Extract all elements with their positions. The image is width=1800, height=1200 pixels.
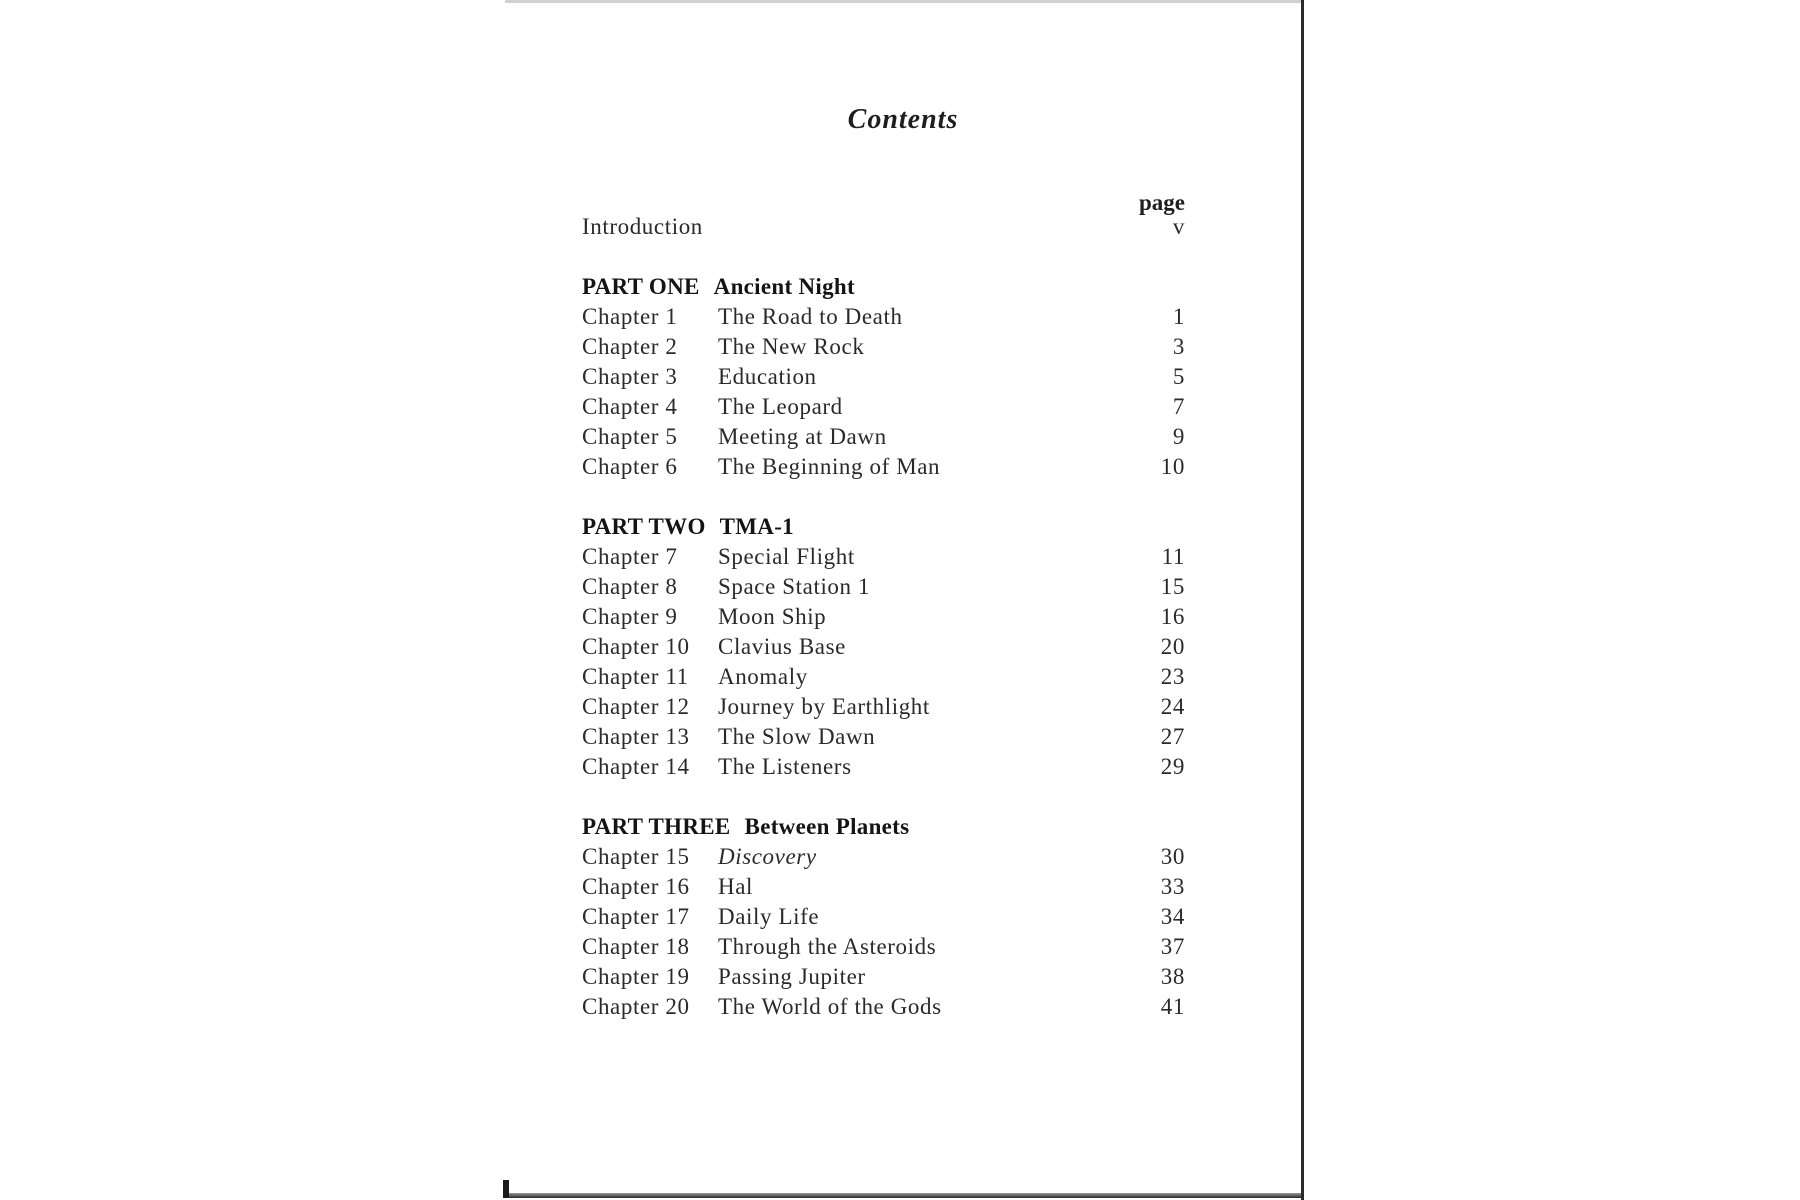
page-column-label: page bbox=[1139, 190, 1185, 215]
toc-chapter-row bbox=[582, 664, 1185, 694]
toc-chapter-row bbox=[582, 874, 1185, 904]
chapter-title: The World of the Gods bbox=[718, 994, 942, 1019]
chapter-page: 9 bbox=[1172, 424, 1185, 449]
chapter-page: 29 bbox=[1160, 754, 1185, 779]
chapter-number: Chapter 2 bbox=[582, 334, 678, 359]
part-title: TMA-1 bbox=[719, 514, 794, 539]
chapter-number: Chapter 11 bbox=[582, 664, 689, 689]
chapter-page: 38 bbox=[1160, 964, 1185, 989]
toc-chapter-row bbox=[582, 364, 1185, 394]
chapter-number: Chapter 17 bbox=[582, 904, 690, 929]
part-heading bbox=[582, 514, 1185, 544]
chapter-title: The Leopard bbox=[718, 394, 843, 419]
toc-chapter-row bbox=[582, 844, 1185, 874]
toc-chapter-row bbox=[582, 934, 1185, 964]
chapter-number: Chapter 13 bbox=[582, 724, 690, 749]
page-bottom-edge bbox=[505, 1193, 1301, 1198]
chapter-page: 10 bbox=[1160, 454, 1185, 479]
part-title: Between Planets bbox=[744, 814, 910, 839]
chapter-page: 5 bbox=[1172, 364, 1185, 389]
chapter-title: The Beginning of Man bbox=[718, 454, 941, 479]
chapter-title: Daily Life bbox=[718, 904, 820, 929]
part-number: PART ONE bbox=[582, 274, 700, 299]
chapter-title: Space Station 1 bbox=[718, 574, 871, 599]
page-corner bbox=[503, 1180, 509, 1198]
toc-chapter-row bbox=[582, 574, 1185, 604]
chapter-page: 16 bbox=[1160, 604, 1185, 629]
chapter-page: 7 bbox=[1172, 394, 1185, 419]
chapter-number: Chapter 16 bbox=[582, 874, 690, 899]
chapter-page: 20 bbox=[1160, 634, 1185, 659]
chapter-page: 23 bbox=[1160, 664, 1185, 689]
chapter-title: The Listeners bbox=[718, 754, 852, 779]
chapter-title: Anomaly bbox=[718, 664, 808, 689]
chapter-number: Chapter 7 bbox=[582, 544, 678, 569]
part-number: PART TWO bbox=[582, 514, 706, 539]
chapter-number: Chapter 9 bbox=[582, 604, 678, 629]
chapter-page: 34 bbox=[1160, 904, 1185, 929]
toc-chapter-row bbox=[582, 334, 1185, 364]
chapter-title: Education bbox=[718, 364, 817, 389]
parts-list bbox=[582, 274, 1185, 1024]
toc-chapter-row bbox=[582, 694, 1185, 724]
toc-introduction bbox=[582, 214, 1185, 244]
chapter-title: Meeting at Dawn bbox=[718, 424, 887, 449]
contents-title: Contents bbox=[847, 104, 959, 135]
table-of-contents bbox=[582, 214, 1185, 1024]
chapter-title: Passing Jupiter bbox=[718, 964, 866, 989]
chapter-number: Chapter 20 bbox=[582, 994, 690, 1019]
chapter-number: Chapter 5 bbox=[582, 424, 678, 449]
chapter-title: The Road to Death bbox=[718, 304, 903, 329]
chapter-title: Discovery bbox=[718, 844, 817, 869]
introduction-page: v bbox=[1172, 214, 1185, 239]
chapter-page: 30 bbox=[1160, 844, 1185, 869]
chapter-page: 37 bbox=[1160, 934, 1185, 959]
chapter-page: 27 bbox=[1160, 724, 1185, 749]
toc-chapter-row bbox=[582, 904, 1185, 934]
part-heading bbox=[582, 814, 1185, 844]
toc-chapter-row bbox=[582, 754, 1185, 784]
chapter-title: Through the Asteroids bbox=[718, 934, 937, 959]
chapter-title: Journey by Earthlight bbox=[718, 694, 930, 719]
chapter-number: Chapter 8 bbox=[582, 574, 678, 599]
chapter-page: 15 bbox=[1160, 574, 1185, 599]
toc-chapter-row bbox=[582, 544, 1185, 574]
toc-chapter-row bbox=[582, 394, 1185, 424]
chapter-number: Chapter 14 bbox=[582, 754, 690, 779]
chapter-title: Hal bbox=[718, 874, 754, 899]
chapter-number: Chapter 1 bbox=[582, 304, 678, 329]
introduction-label: Introduction bbox=[582, 214, 703, 239]
chapter-number: Chapter 4 bbox=[582, 394, 678, 419]
toc-chapter-row bbox=[582, 724, 1185, 754]
part-title: Ancient Night bbox=[713, 274, 855, 299]
toc-chapter-row bbox=[582, 424, 1185, 454]
chapter-page: 1 bbox=[1172, 304, 1185, 329]
chapter-title: The Slow Dawn bbox=[718, 724, 876, 749]
part-heading bbox=[582, 274, 1185, 304]
chapter-page: 33 bbox=[1160, 874, 1185, 899]
part-number: PART THREE bbox=[582, 814, 731, 839]
toc-chapter-row bbox=[582, 454, 1185, 484]
chapter-title: Moon Ship bbox=[718, 604, 827, 629]
toc-chapter-row bbox=[582, 994, 1185, 1024]
toc-chapter-row bbox=[582, 634, 1185, 664]
chapter-page: 41 bbox=[1160, 994, 1185, 1019]
chapter-title: Special Flight bbox=[718, 544, 855, 569]
chapter-page: 3 bbox=[1172, 334, 1185, 359]
toc-chapter-row bbox=[582, 964, 1185, 994]
chapter-page: 11 bbox=[1161, 544, 1185, 569]
chapter-number: Chapter 15 bbox=[582, 844, 690, 869]
chapter-number: Chapter 10 bbox=[582, 634, 690, 659]
chapter-number: Chapter 6 bbox=[582, 454, 678, 479]
chapter-number: Chapter 3 bbox=[582, 364, 678, 389]
chapter-title: Clavius Base bbox=[718, 634, 846, 659]
chapter-title: The New Rock bbox=[718, 334, 865, 359]
chapter-number: Chapter 19 bbox=[582, 964, 690, 989]
toc-chapter-row bbox=[582, 604, 1185, 634]
chapter-number: Chapter 12 bbox=[582, 694, 690, 719]
chapter-number: Chapter 18 bbox=[582, 934, 690, 959]
toc-chapter-row bbox=[582, 304, 1185, 334]
chapter-page: 24 bbox=[1160, 694, 1185, 719]
